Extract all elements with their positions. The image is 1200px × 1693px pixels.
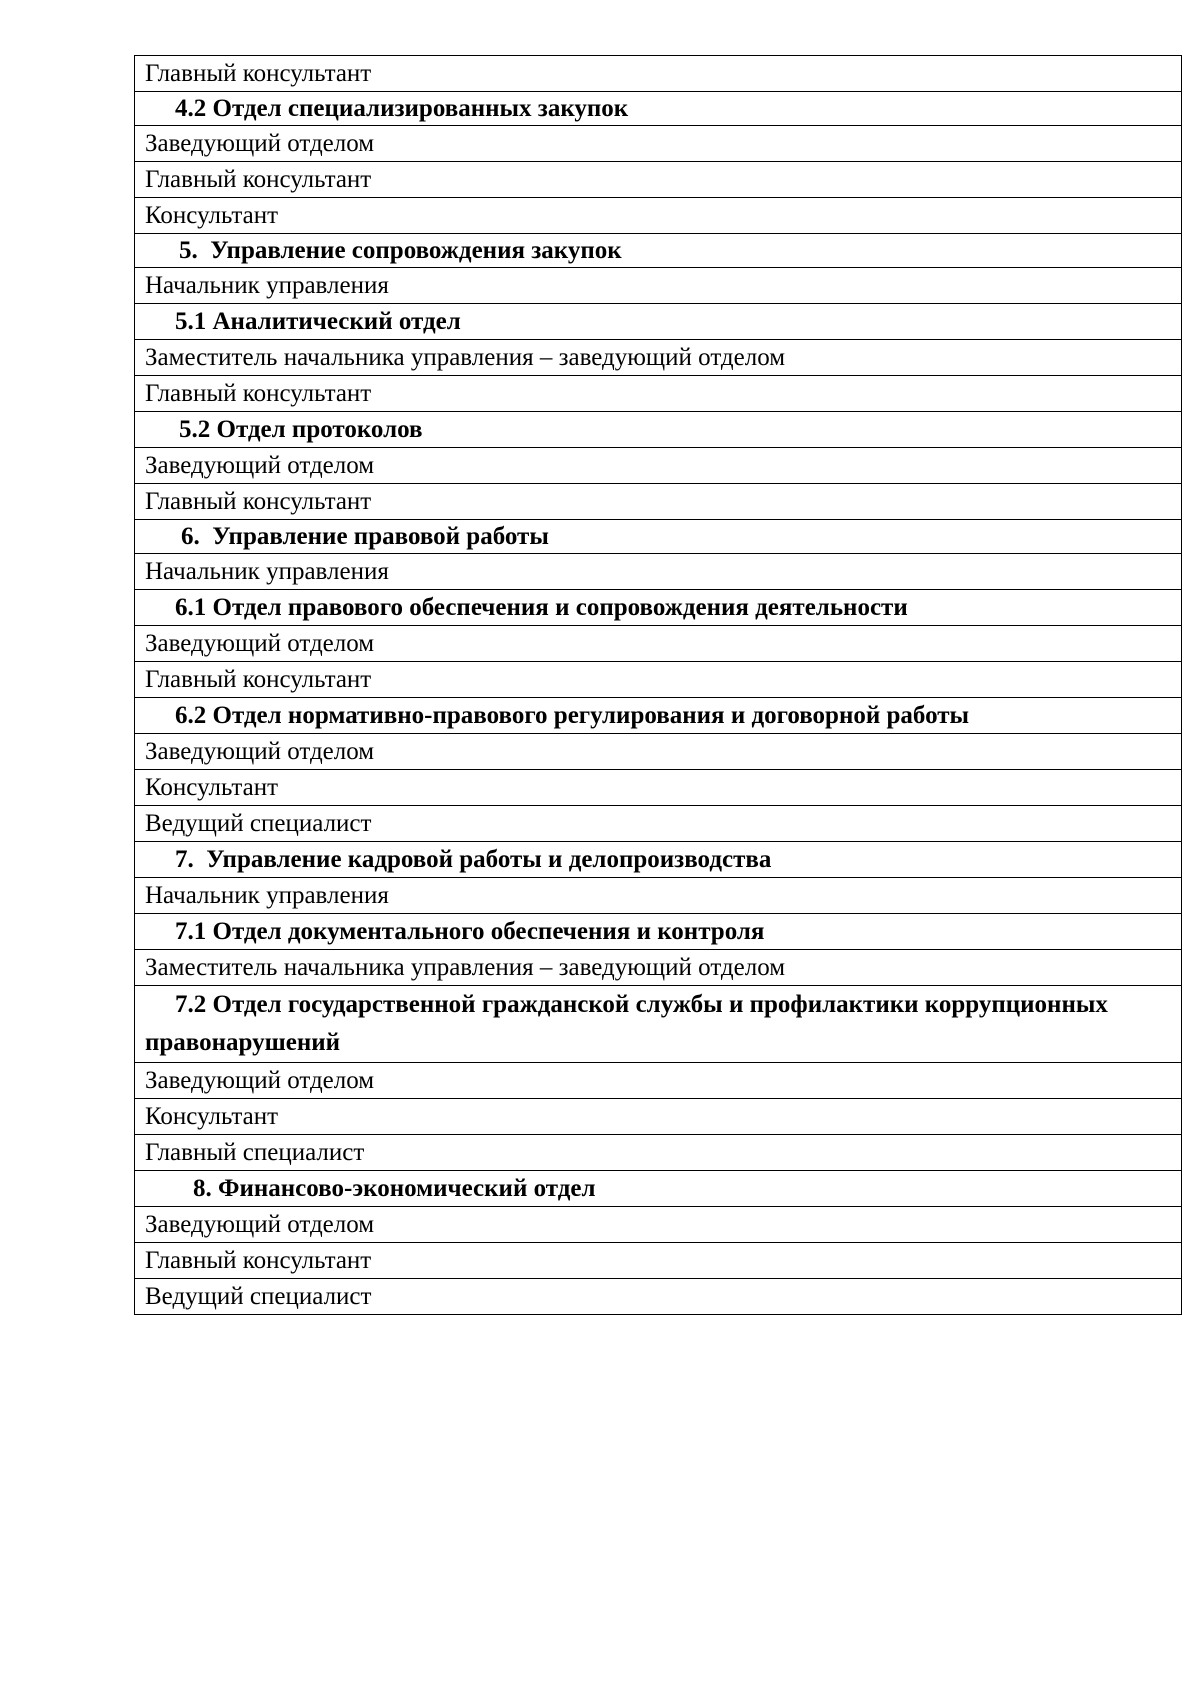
table-row xyxy=(135,1279,1182,1315)
position-cell: Заведующий отделом xyxy=(135,734,1182,770)
table-row xyxy=(135,376,1182,412)
section-heading-cell: 5.2 Отдел протоколов xyxy=(135,412,1182,448)
table-row xyxy=(135,1207,1182,1243)
table-row xyxy=(135,770,1182,806)
table-row xyxy=(135,950,1182,986)
position-cell: Главный консультант xyxy=(135,376,1182,412)
position-cell: Заведующий отделом xyxy=(135,626,1182,662)
table-row xyxy=(135,1135,1182,1171)
table-row xyxy=(135,162,1182,198)
position-cell: Заведующий отделом xyxy=(135,1207,1182,1243)
position-cell: Консультант xyxy=(135,1099,1182,1135)
position-cell: Заместитель начальника управления – заведующий отделом xyxy=(135,950,1182,986)
table-row xyxy=(135,806,1182,842)
position-cell: Заместитель начальника управления – заведующий отделом xyxy=(135,340,1182,376)
position-cell: Заведующий отделом xyxy=(135,448,1182,484)
position-cell: Главный консультант xyxy=(135,1243,1182,1279)
table-row xyxy=(135,520,1182,554)
section-heading-cell: 4.2 Отдел специализированных закупок xyxy=(135,92,1182,126)
table-row xyxy=(135,1099,1182,1135)
section-heading-cell: 6.1 Отдел правового обеспечения и сопровождения деятельности xyxy=(135,590,1182,626)
position-cell: Ведущий специалист xyxy=(135,806,1182,842)
table-row xyxy=(135,92,1182,126)
table-row xyxy=(135,1063,1182,1099)
section-heading-cell: 7.2 Отдел государственной гражданской службы и профилактики коррупционных правонарушений xyxy=(135,986,1182,1063)
table-row xyxy=(135,734,1182,770)
section-heading-cell: 6. Управление правовой работы xyxy=(135,520,1182,554)
table-row xyxy=(135,698,1182,734)
position-cell: Главный консультант xyxy=(135,162,1182,198)
table-row xyxy=(135,448,1182,484)
position-cell: Заведующий отделом xyxy=(135,1063,1182,1099)
position-cell: Начальник управления xyxy=(135,878,1182,914)
table-row xyxy=(135,986,1182,1063)
table-row xyxy=(135,590,1182,626)
position-cell: Главный консультант xyxy=(135,56,1182,92)
position-cell: Заведующий отделом xyxy=(135,126,1182,162)
section-heading-cell: 8. Финансово-экономический отдел xyxy=(135,1171,1182,1207)
table-row xyxy=(135,56,1182,92)
position-cell: Консультант xyxy=(135,770,1182,806)
table-row xyxy=(135,412,1182,448)
section-heading-cell: 5. Управление сопровождения закупок xyxy=(135,234,1182,268)
staff-structure-table xyxy=(134,55,1182,1315)
position-cell: Начальник управления xyxy=(135,268,1182,304)
table-row xyxy=(135,126,1182,162)
section-heading-cell: 7. Управление кадровой работы и делопроизводства xyxy=(135,842,1182,878)
position-cell: Начальник управления xyxy=(135,554,1182,590)
position-cell: Консультант xyxy=(135,198,1182,234)
position-cell: Ведущий специалист xyxy=(135,1279,1182,1315)
table-row xyxy=(135,304,1182,340)
position-cell: Главный консультант xyxy=(135,662,1182,698)
table-row xyxy=(135,626,1182,662)
table-row xyxy=(135,484,1182,520)
position-cell: Главный специалист xyxy=(135,1135,1182,1171)
section-heading-cell: 6.2 Отдел нормативно-правового регулирования и договорной работы xyxy=(135,698,1182,734)
section-heading-cell: 5.1 Аналитический отдел xyxy=(135,304,1182,340)
table-row xyxy=(135,198,1182,234)
table-row xyxy=(135,1243,1182,1279)
table-row xyxy=(135,842,1182,878)
table-row xyxy=(135,1171,1182,1207)
position-cell: Главный консультант xyxy=(135,484,1182,520)
section-heading-cell: 7.1 Отдел документального обеспечения и контроля xyxy=(135,914,1182,950)
table-row xyxy=(135,340,1182,376)
table-row xyxy=(135,234,1182,268)
table-row xyxy=(135,878,1182,914)
table-row xyxy=(135,662,1182,698)
table-row xyxy=(135,914,1182,950)
table-row xyxy=(135,268,1182,304)
table-row xyxy=(135,554,1182,590)
